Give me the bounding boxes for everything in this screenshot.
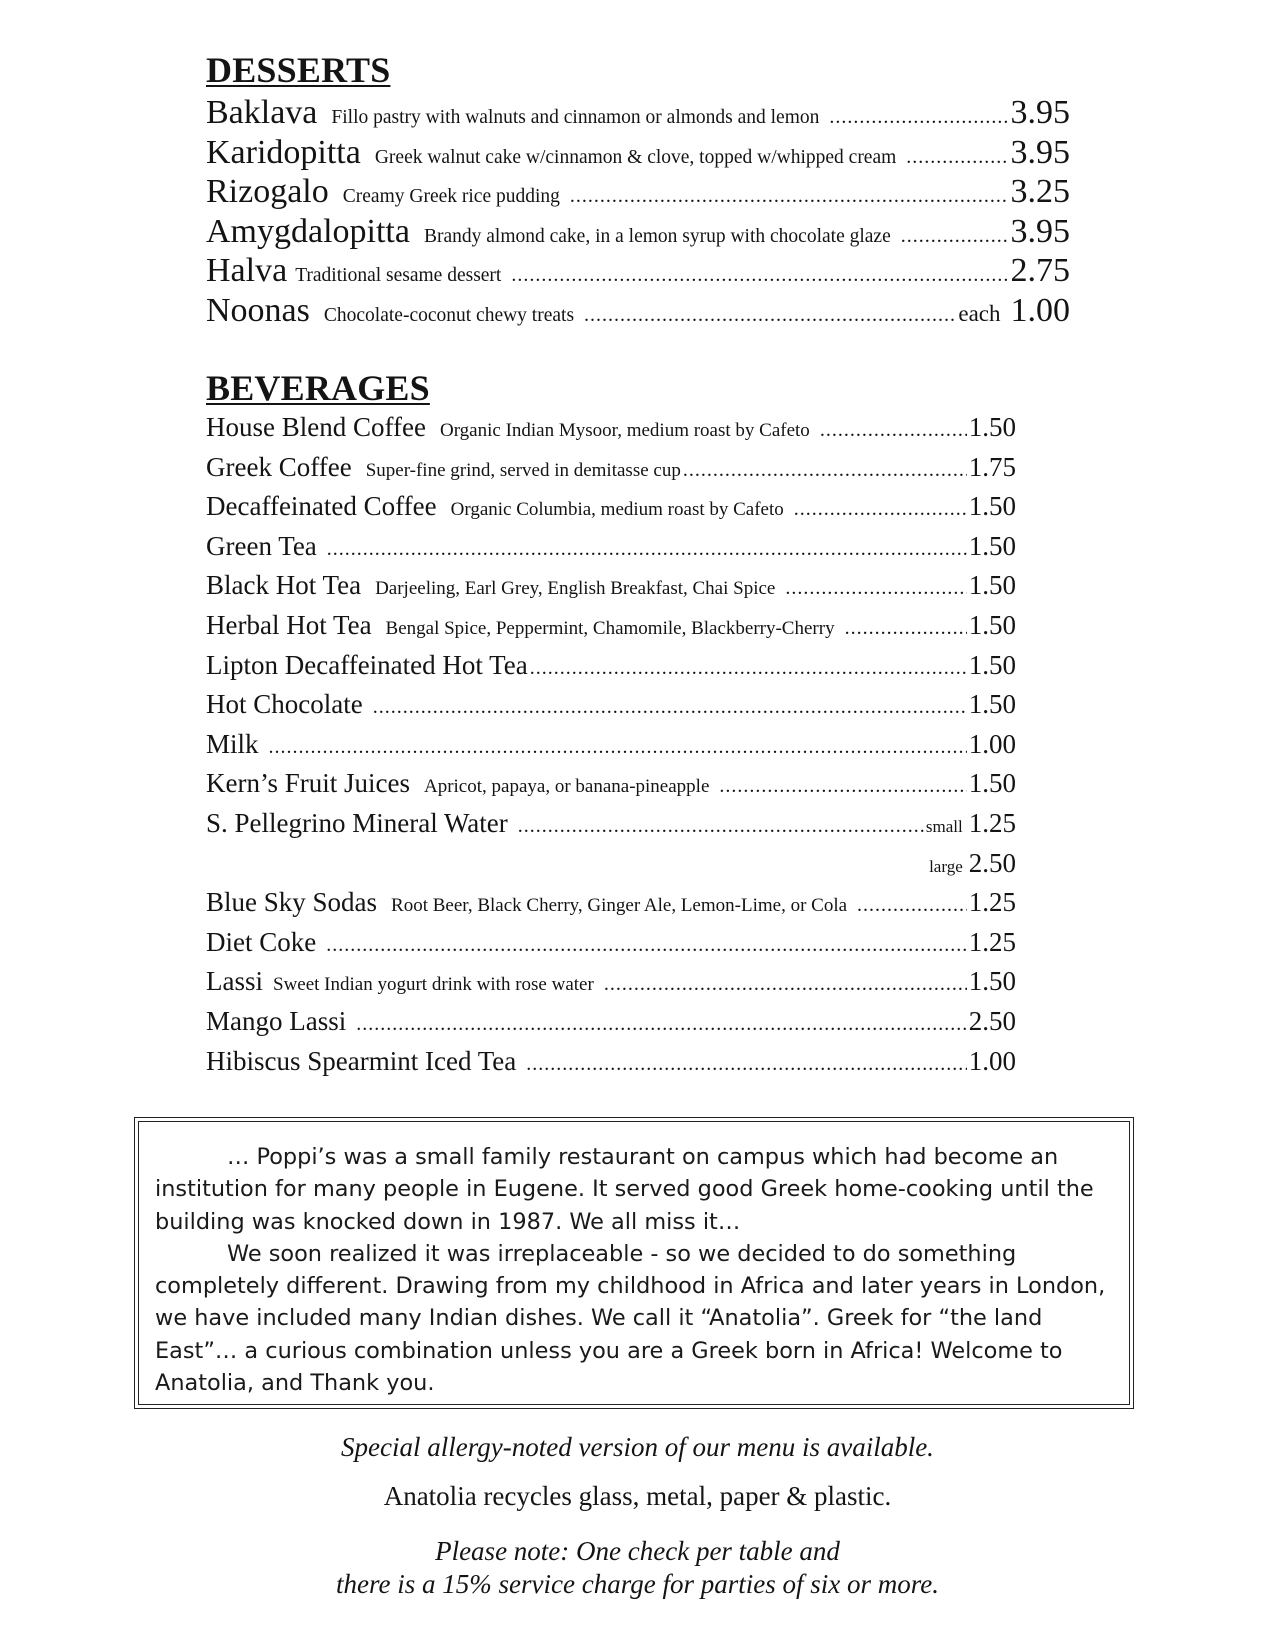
story-text	[138, 1121, 1130, 1405]
beverage-item	[206, 610, 1016, 650]
item-description: Greek walnut cake w/cinnamon & clove, topped w/whipped cream	[374, 146, 897, 168]
beverages-heading: BEVERAGES	[206, 368, 430, 408]
item-name: Lassi	[206, 966, 263, 997]
dot-leader	[857, 894, 967, 917]
desserts-section	[206, 50, 1070, 331]
item-description: Chocolate-coconut chewy treats	[323, 304, 575, 326]
note-line: there is a 15% service charge for parties of six or more.	[336, 1569, 939, 1599]
item-price: 1.50	[968, 966, 1016, 997]
dessert-item	[206, 252, 1070, 292]
item-price: 1.50	[968, 609, 1016, 640]
item-price: 1.00	[968, 1045, 1016, 1076]
item-description: Bengal Spice, Peppermint, Chamomile, Blackberry-Cherry	[385, 617, 835, 639]
item-description: Organic Columbia, medium roast by Cafeto	[450, 499, 784, 521]
item-description: Super-fine grind, served in demitasse cup	[365, 459, 681, 481]
item-name: Blue Sky Sodas	[206, 887, 378, 918]
item-name: Amygdalopitta	[206, 212, 410, 250]
dessert-item	[206, 94, 1070, 134]
dot-leader	[530, 657, 967, 680]
dot-leader	[356, 1013, 967, 1036]
item-price: 2.50	[968, 847, 1016, 878]
dot-leader	[326, 934, 967, 957]
item-qualifier: small	[925, 816, 963, 836]
item-name: Hibiscus Spearmint Iced Tea	[206, 1045, 517, 1076]
recycling-notice: Anatolia recycles glass, metal, paper & plastic.	[383, 1481, 892, 1511]
dessert-item	[206, 292, 1070, 332]
item-name: S. Pellegrino Mineral Water	[206, 807, 508, 838]
beverage-item	[206, 412, 1016, 452]
item-description: Apricot, papaya, or banana-pineapple	[423, 776, 710, 798]
item-price: 1.50	[968, 689, 1016, 720]
dot-leader	[906, 146, 1008, 169]
item-name: House Blend Coffee	[206, 412, 426, 442]
dot-leader	[526, 1053, 966, 1076]
item-name: Noonas	[206, 291, 310, 329]
item-name: Black Hot Tea	[206, 570, 362, 601]
item-description: Root Beer, Black Cherry, Ginger Ale, Lemon-Lime, or Cola	[391, 895, 848, 917]
item-price: 2.50	[968, 1005, 1016, 1036]
item-price: 1.00	[1010, 291, 1070, 329]
beverage-item	[206, 689, 1016, 729]
item-qualifier: each	[958, 300, 1001, 326]
item-name: Diet Coke	[206, 926, 317, 957]
item-price: 1.50	[968, 491, 1016, 522]
item-price: 3.95	[1010, 212, 1070, 250]
beverage-item	[206, 966, 1016, 1006]
item-price: 1.25	[968, 926, 1016, 957]
dot-leader	[373, 696, 967, 719]
item-price: 1.50	[968, 570, 1016, 601]
item-price: 1.50	[968, 530, 1016, 561]
item-name: Baklava	[206, 94, 318, 131]
beverages-section	[206, 368, 1016, 1085]
beverage-item	[206, 452, 1016, 492]
dessert-item	[206, 173, 1070, 213]
item-price: 3.95	[1010, 133, 1070, 171]
item-price: 3.25	[1010, 173, 1070, 210]
service-charge-note	[0, 1535, 1275, 1601]
item-name: Karidopitta	[206, 133, 361, 171]
dot-leader	[269, 736, 967, 759]
item-name: Herbal Hot Tea	[206, 609, 372, 640]
beverage-item	[206, 768, 1016, 808]
item-description: Creamy Greek rice pudding	[342, 186, 560, 207]
beverage-item	[206, 491, 1016, 531]
dot-leader	[584, 304, 956, 327]
item-name: Mango Lassi	[206, 1005, 347, 1036]
item-description: Traditional sesame dessert	[295, 265, 502, 286]
dot-leader	[570, 185, 1009, 208]
item-name: Decaffeinated Coffee	[206, 491, 437, 522]
item-qualifier: large	[929, 856, 963, 876]
item-price: 3.95	[1010, 94, 1070, 131]
item-name: Halva	[206, 252, 288, 289]
item-price: 1.25	[968, 807, 1016, 838]
beverage-item	[206, 1006, 1016, 1046]
allergy-notice: Special allergy-noted version of our menu is available.	[341, 1432, 934, 1462]
beverage-item	[206, 808, 1016, 848]
item-description: Darjeeling, Earl Grey, English Breakfast, Chai Spice	[375, 578, 776, 600]
dot-leader	[785, 577, 966, 600]
dot-leader	[794, 498, 967, 521]
beverage-item	[206, 927, 1016, 967]
item-description: Sweet Indian yogurt drink with rose water	[273, 974, 594, 996]
dot-leader	[604, 973, 967, 996]
story-paragraph: … Poppi’s was a small family restaurant on campus which had become an institution for many people in Eugene. It served good Greek home-cooking until the building was knocked down in 1987. We all miss it…	[155, 1144, 1094, 1235]
item-price: 1.50	[968, 768, 1016, 799]
restaurant-story-box	[134, 1117, 1134, 1409]
item-name: Greek Coffee	[206, 451, 352, 482]
dot-leader	[683, 459, 967, 482]
item-description: Brandy almond cake, in a lemon syrup with chocolate glaze	[423, 225, 891, 247]
dessert-item	[206, 134, 1070, 174]
item-price: 1.50	[968, 649, 1016, 680]
item-name: Hot Chocolate	[206, 689, 363, 720]
item-name: Kern’s Fruit Juices	[206, 768, 410, 799]
beverage-item	[206, 570, 1016, 610]
dot-leader	[327, 538, 967, 561]
dot-leader	[518, 815, 924, 838]
story-paragraph: We soon realized it was irreplaceable - so we decided to do something completely different. Drawing from my childhood in Africa and later years in London, we have included many Indian dishes. We call it “Anatolia”. Greek for “the land East”… a curious combination unless you are a Greek born in Africa! Welcome to Anatolia, and Thank you.	[155, 1240, 1106, 1397]
beverage-item	[206, 1046, 1016, 1086]
item-name: Lipton Decaffeinated Hot Tea	[206, 649, 528, 680]
item-description: Organic Indian Mysoor, medium roast by Cafeto	[439, 420, 810, 441]
dot-leader	[719, 775, 966, 798]
dot-leader	[845, 617, 967, 640]
note-line: Please note: One check per table and	[435, 1536, 840, 1566]
dot-leader	[820, 419, 967, 442]
dot-leader	[901, 225, 1009, 248]
item-name: Milk	[206, 728, 259, 759]
beverage-item	[206, 729, 1016, 769]
item-price: 1.25	[968, 887, 1016, 918]
item-price: 1.00	[968, 728, 1016, 759]
dot-leader	[829, 106, 1008, 129]
item-price: 2.75	[1010, 252, 1070, 289]
dessert-item	[206, 213, 1070, 253]
desserts-heading: DESSERTS	[206, 50, 391, 90]
item-name: Rizogalo	[206, 173, 329, 210]
beverage-item	[206, 650, 1016, 690]
item-price: 1.50	[968, 412, 1016, 442]
dot-leader	[511, 264, 1008, 287]
beverage-item	[206, 887, 1016, 927]
beverage-item	[206, 848, 1016, 888]
item-name: Green Tea	[206, 530, 317, 561]
item-price: 1.75	[968, 451, 1016, 482]
beverage-item	[206, 531, 1016, 571]
item-description: Fillo pastry with walnuts and cinnamon or almonds and lemon	[331, 107, 820, 128]
